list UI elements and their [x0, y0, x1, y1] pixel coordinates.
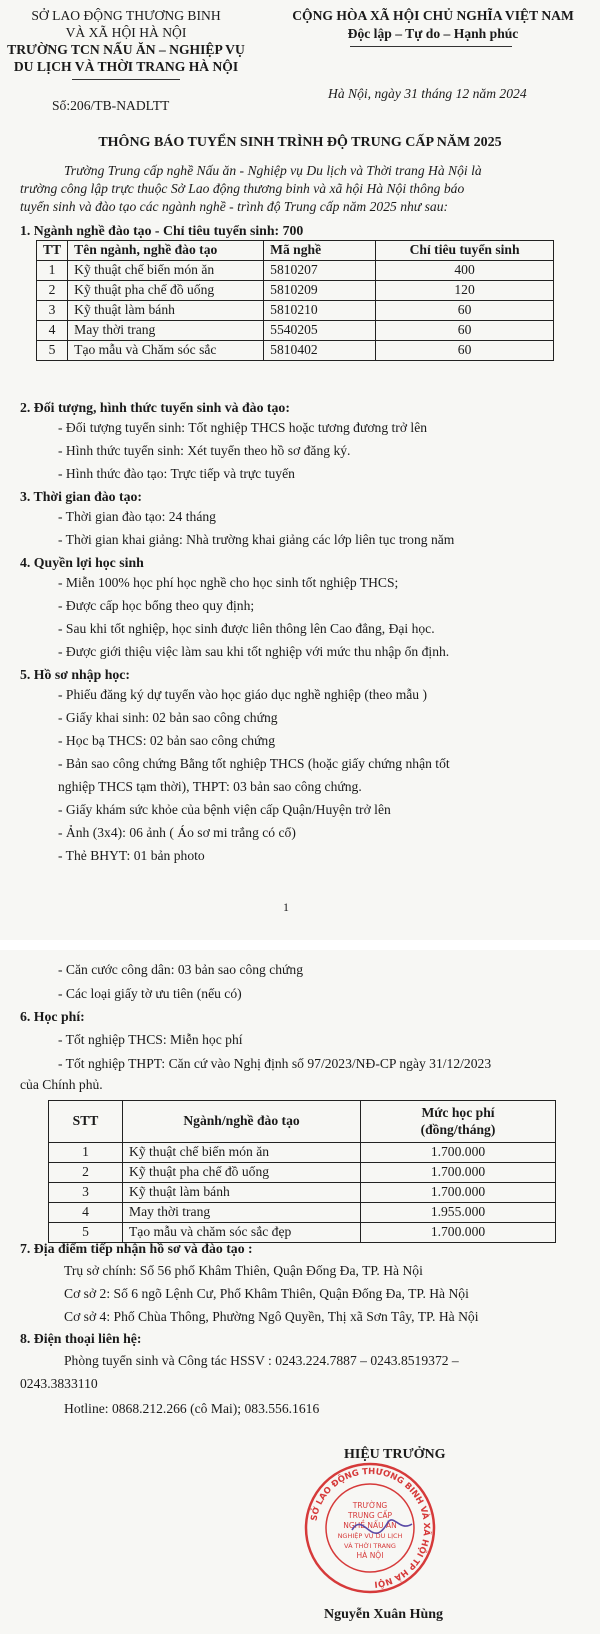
- section-8-heading: 8. Điện thoại liên hệ:: [20, 1331, 142, 1346]
- section-7-item: Trụ sở chính: Số 56 phố Khâm Thiên, Quận Đống Đa, TP. Hà Nội: [64, 1263, 423, 1278]
- row-code: 5810207: [264, 260, 376, 280]
- table-row: [37, 340, 554, 360]
- table-row: [49, 1162, 556, 1182]
- section-5-item: - Học bạ THCS: 02 bản sao công chứng: [58, 733, 276, 748]
- section-6-heading: 6. Học phí:: [20, 1009, 85, 1024]
- page-gap: [0, 940, 600, 950]
- row-tt: 5: [37, 340, 68, 360]
- section-1-heading: 1. Ngành nghề đào tạo - Chỉ tiêu tuyển sinh: 700: [20, 223, 304, 238]
- section-4-item: - Miễn 100% học phí học nghề cho học sinh tốt nghiệp THCS;: [58, 575, 399, 590]
- doc-number: Số:206/TB-NADLTT: [52, 98, 170, 113]
- col-program: Ngành/nghề đào tạo: [123, 1101, 361, 1143]
- left-school-line2: DU LỊCH VÀ THỜI TRANG HÀ NỘI: [13, 58, 239, 74]
- principal-name: Nguyễn Xuân Hùng: [324, 1607, 444, 1622]
- svg-text:HÀ NỘI: HÀ NỘI: [356, 1551, 384, 1560]
- row-name: Kỹ thuật làm bánh: [68, 300, 264, 320]
- row-fee: 1.700.000: [361, 1143, 556, 1163]
- section-5-item: - Thẻ BHYT: 01 bản photo: [58, 848, 205, 863]
- section-8-item-cont: 0243.3833110: [20, 1376, 98, 1391]
- row-tt: 2: [37, 280, 68, 300]
- page-2: [0, 950, 600, 1634]
- row-quota: 120: [376, 280, 554, 300]
- row-stt: 3: [49, 1182, 123, 1202]
- row-quota: 60: [376, 320, 554, 340]
- table-row: [49, 1182, 556, 1202]
- svg-text:NGHỀ NẤU ĂN: NGHỀ NẤU ĂN: [343, 1521, 397, 1530]
- row-tt: 4: [37, 320, 68, 340]
- row-stt: 4: [49, 1202, 123, 1222]
- left-org-line1: SỞ LAO ĐỘNG THƯƠNG BINH: [31, 8, 221, 23]
- section-2-item: - Hình thức tuyển sinh: Xét tuyển theo hồ sơ đăng ký.: [58, 443, 351, 458]
- section-5-item: - Các loại giấy tờ ưu tiên (nếu có): [58, 986, 242, 1001]
- header-right-rule: [350, 46, 512, 47]
- signature-title: HIỆU TRƯỞNG: [344, 1447, 446, 1462]
- fee-header-line1: Mức học phí: [421, 1104, 495, 1120]
- section-5-item-cont: nghiệp THCS tạm thời), THPT: 03 bản sao công chứng.: [58, 779, 362, 794]
- row-code: 5810402: [264, 340, 376, 360]
- section-3-item: - Thời gian đào tạo: 24 tháng: [58, 509, 216, 524]
- tuition-table: [48, 1100, 556, 1243]
- section-4-item: - Được giới thiệu việc làm sau khi tốt nghiệp với mức thu nhập ổn định.: [58, 644, 450, 659]
- table-header-row: [49, 1101, 556, 1143]
- col-name: Tên ngành, nghề đào tạo: [68, 241, 264, 261]
- row-fee: 1.955.000: [361, 1202, 556, 1222]
- section-6-item-cont: của Chính phủ.: [20, 1077, 103, 1092]
- row-fee: 1.700.000: [361, 1162, 556, 1182]
- section-4-heading: 4. Quyền lợi học sinh: [20, 555, 144, 570]
- section-4-item: - Sau khi tốt nghiệp, học sinh được liên thông lên Cao đẳng, Đại học.: [58, 621, 435, 636]
- row-stt: 1: [49, 1143, 123, 1163]
- section-5-heading: 5. Hồ sơ nhập học:: [20, 667, 130, 682]
- section-7-heading: 7. Địa điểm tiếp nhận hồ sơ và đào tạo :: [20, 1241, 253, 1256]
- row-program: Kỹ thuật pha chế đồ uống: [123, 1162, 361, 1182]
- section-7-item: Cơ sở 2: Số 6 ngõ Lệnh Cư, Phố Khâm Thiên, Quận Đống Đa, TP. Hà Nội: [64, 1286, 469, 1301]
- col-fee: [361, 1101, 556, 1143]
- row-tt: 1: [37, 260, 68, 280]
- row-stt: 2: [49, 1162, 123, 1182]
- header-left-rule: [72, 79, 180, 80]
- section-5-item: - Giấy khám sức khỏe của bệnh viện cấp Quận/Huyện trở lên: [58, 802, 391, 817]
- nation-title: CỘNG HÒA XÃ HỘI CHỦ NGHĨA VIỆT NAM: [292, 8, 574, 23]
- page-number: 1: [283, 900, 289, 914]
- row-name: Tạo mẫu và Chăm sóc sắc: [68, 340, 264, 360]
- fee-header-line2: (đồng/tháng): [420, 1121, 496, 1137]
- section-6-item: - Tốt nghiệp THCS: Miễn học phí: [58, 1032, 243, 1047]
- section-5-item: - Ảnh (3x4): 06 ảnh ( Áo sơ mi trắng có cổ): [58, 825, 296, 840]
- table-row: [49, 1143, 556, 1163]
- table-row: [49, 1202, 556, 1222]
- motto: Độc lập – Tự do – Hạnh phúc: [347, 26, 519, 41]
- table-row: [37, 300, 554, 320]
- svg-text:NGHIỆP VỤ DU LỊCH: NGHIỆP VỤ DU LỊCH: [337, 1532, 403, 1540]
- section-7-item: Cơ sở 4: Phố Chùa Thông, Phường Ngô Quyền, Thị xã Sơn Tây, TP. Hà Nội: [64, 1309, 479, 1324]
- header-left: [6, 8, 246, 76]
- section-5-item: - Giấy khai sinh: 02 bản sao công chứng: [58, 710, 278, 725]
- left-org-line2: VÀ XÃ HỘI HÀ NỘI: [65, 24, 187, 40]
- intro-line-3: tuyển sinh và đào tạo các ngành nghề - trình độ Trung cấp năm 2025 như sau:: [20, 199, 449, 214]
- section-4-item: - Được cấp học bổng theo quy định;: [58, 598, 255, 613]
- intro-line-1: Trường Trung cấp nghề Nấu ăn - Nghiệp vụ Du lịch và Thời trang Hà Nội là: [64, 163, 482, 178]
- svg-text:TRƯỜNG: TRƯỜNG: [352, 1501, 388, 1510]
- intro-line-2: trường công lập trực thuộc Sở Lao động thương binh và xã hội Hà Nội thông báo: [20, 181, 465, 196]
- section-5-item: - Bản sao công chứng Bằng tốt nghiệp THCS (hoặc giấy chứng nhận tốt: [58, 756, 450, 771]
- quota-table: [36, 240, 554, 361]
- row-program: Kỹ thuật chế biến món ăn: [123, 1143, 361, 1163]
- col-tt: TT: [37, 241, 68, 261]
- row-program: May thời trang: [123, 1202, 361, 1222]
- section-2-item: - Hình thức đào tạo: Trực tiếp và trực tuyến: [58, 466, 295, 481]
- date-line: Hà Nội, ngày 31 tháng 12 năm 2024: [328, 86, 527, 101]
- table-row: [37, 320, 554, 340]
- col-stt: STT: [49, 1101, 123, 1143]
- section-3-item: - Thời gian khai giảng: Nhà trường khai giảng các lớp liên tục trong năm: [58, 532, 455, 547]
- row-quota: 60: [376, 340, 554, 360]
- row-quota: 400: [376, 260, 554, 280]
- seal-outer-text: SỞ LAO ĐỘNG THƯƠNG BINH VÀ XÃ HỘI TP HÀ NỘI: [309, 1466, 432, 1589]
- section-6-item: - Tốt nghiệp THPT: Căn cứ vào Nghị định số 97/2023/NĐ-CP ngày 31/12/2023: [58, 1056, 492, 1071]
- svg-text:VÀ THỜI TRANG: VÀ THỜI TRANG: [344, 1542, 396, 1550]
- table-row: [37, 260, 554, 280]
- section-2-item: - Đối tượng tuyển sinh: Tốt nghiệp THCS hoặc tương đương trở lên: [58, 420, 428, 435]
- row-name: Kỹ thuật pha chế đồ uống: [68, 280, 264, 300]
- section-5-item: - Phiếu đăng ký dự tuyển vào học giáo dục nghề nghiệp (theo mẫu ): [58, 687, 428, 702]
- row-name: Kỹ thuật chế biến món ăn: [68, 260, 264, 280]
- row-quota: 60: [376, 300, 554, 320]
- col-code: Mã nghề: [264, 241, 376, 261]
- section-3-heading: 3. Thời gian đào tạo:: [20, 489, 143, 504]
- col-quota: Chỉ tiêu tuyển sinh: [376, 241, 554, 261]
- row-tt: 3: [37, 300, 68, 320]
- official-seal-icon: [302, 1460, 438, 1596]
- row-fee: 1.700.000: [361, 1222, 556, 1242]
- row-stt: 5: [49, 1222, 123, 1242]
- table-header-row: [37, 241, 554, 261]
- row-code: 5810209: [264, 280, 376, 300]
- document-title: THÔNG BÁO TUYỂN SINH TRÌNH ĐỘ TRUNG CẤP NĂM 2025: [98, 135, 502, 150]
- row-fee: 1.700.000: [361, 1182, 556, 1202]
- section-2-heading: 2. Đối tượng, hình thức tuyển sinh và đào tạo:: [20, 400, 290, 415]
- row-name: May thời trang: [68, 320, 264, 340]
- table-row: [37, 280, 554, 300]
- svg-text:TRUNG CẤP: TRUNG CẤP: [348, 1511, 392, 1520]
- section-8-item: Phòng tuyển sinh và Công tác HSSV : 0243.224.7887 – 0243.8519372 –: [64, 1353, 459, 1368]
- row-program: Kỹ thuật làm bánh: [123, 1182, 361, 1202]
- section-8-item: Hotline: 0868.212.266 (cô Mai); 083.556.1616: [64, 1401, 320, 1416]
- row-code: 5810210: [264, 300, 376, 320]
- row-code: 5540205: [264, 320, 376, 340]
- row-program: Tạo mẫu và chăm sóc sắc đẹp: [123, 1222, 361, 1242]
- left-school-line1: TRƯỜNG TCN NẤU ĂN – NGHIỆP VỤ: [7, 41, 245, 57]
- section-5-item: - Căn cước công dân: 03 bản sao công chứng: [58, 962, 304, 977]
